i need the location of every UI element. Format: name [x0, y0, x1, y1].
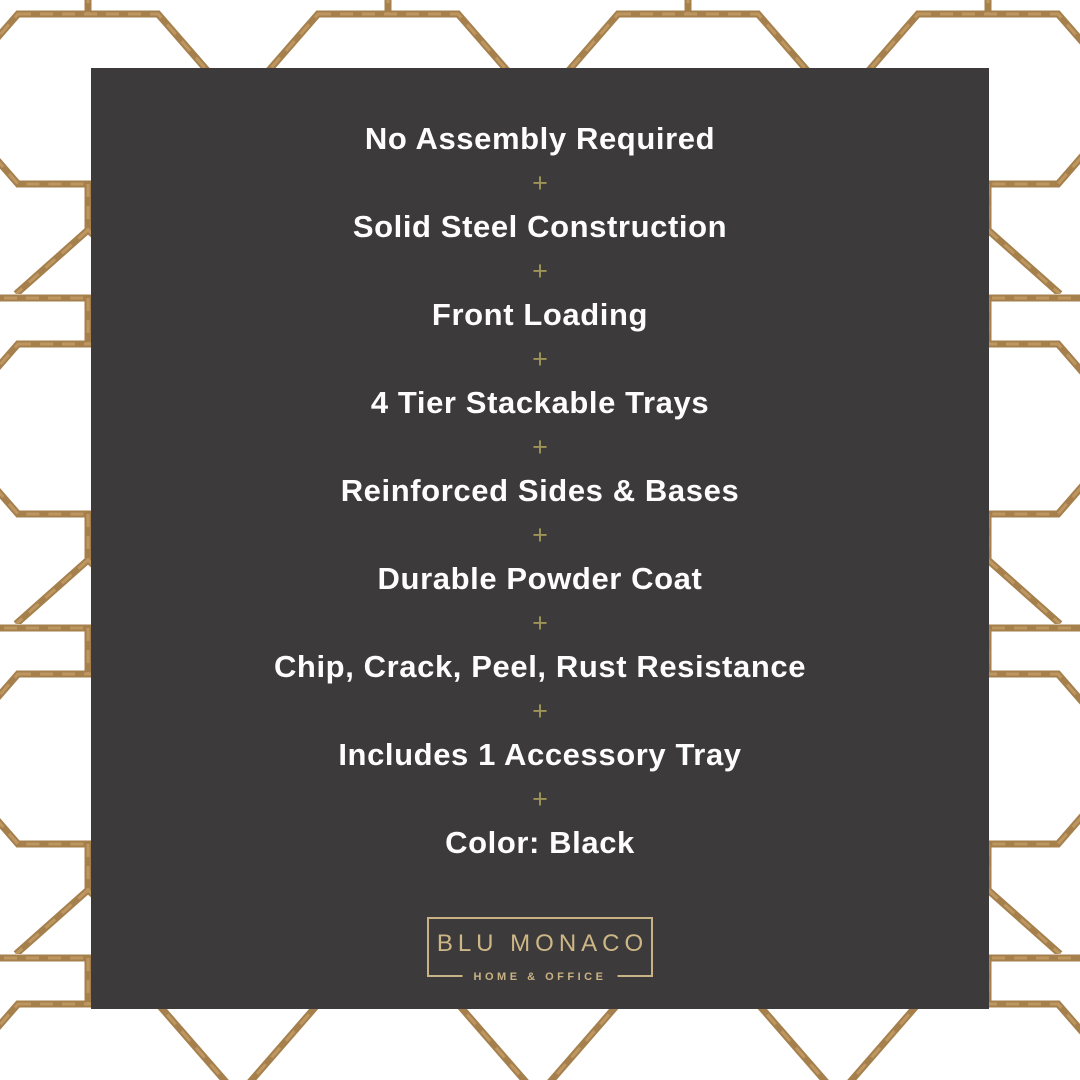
brand-logo	[427, 917, 653, 983]
plus-separator: +	[532, 608, 548, 638]
feature-item: Reinforced Sides & Bases	[340, 473, 740, 508]
plus-separator: +	[532, 344, 548, 374]
plus-separator: +	[532, 256, 548, 286]
feature-item: Front Loading	[431, 297, 649, 332]
feature-item: Solid Steel Construction	[352, 209, 728, 244]
plus-separator: +	[532, 696, 548, 726]
feature-item: Chip, Crack, Peel, Rust Resistance	[273, 649, 807, 684]
plus-separator: +	[532, 168, 548, 198]
feature-item: Color: Black	[445, 825, 635, 860]
plus-separator: +	[532, 520, 548, 550]
feature-item: No Assembly Required	[364, 121, 716, 156]
feature-panel	[91, 68, 989, 1009]
feature-item: 4 Tier Stackable Trays	[370, 385, 710, 420]
brand-name: BLU MONACO	[436, 930, 649, 957]
plus-separator: +	[532, 432, 548, 462]
feature-item: Includes 1 Accessory Tray	[338, 737, 742, 772]
feature-item: Durable Powder Coat	[377, 561, 703, 596]
brand-tagline: HOME & OFFICE	[463, 971, 618, 983]
plus-separator: +	[532, 784, 548, 814]
